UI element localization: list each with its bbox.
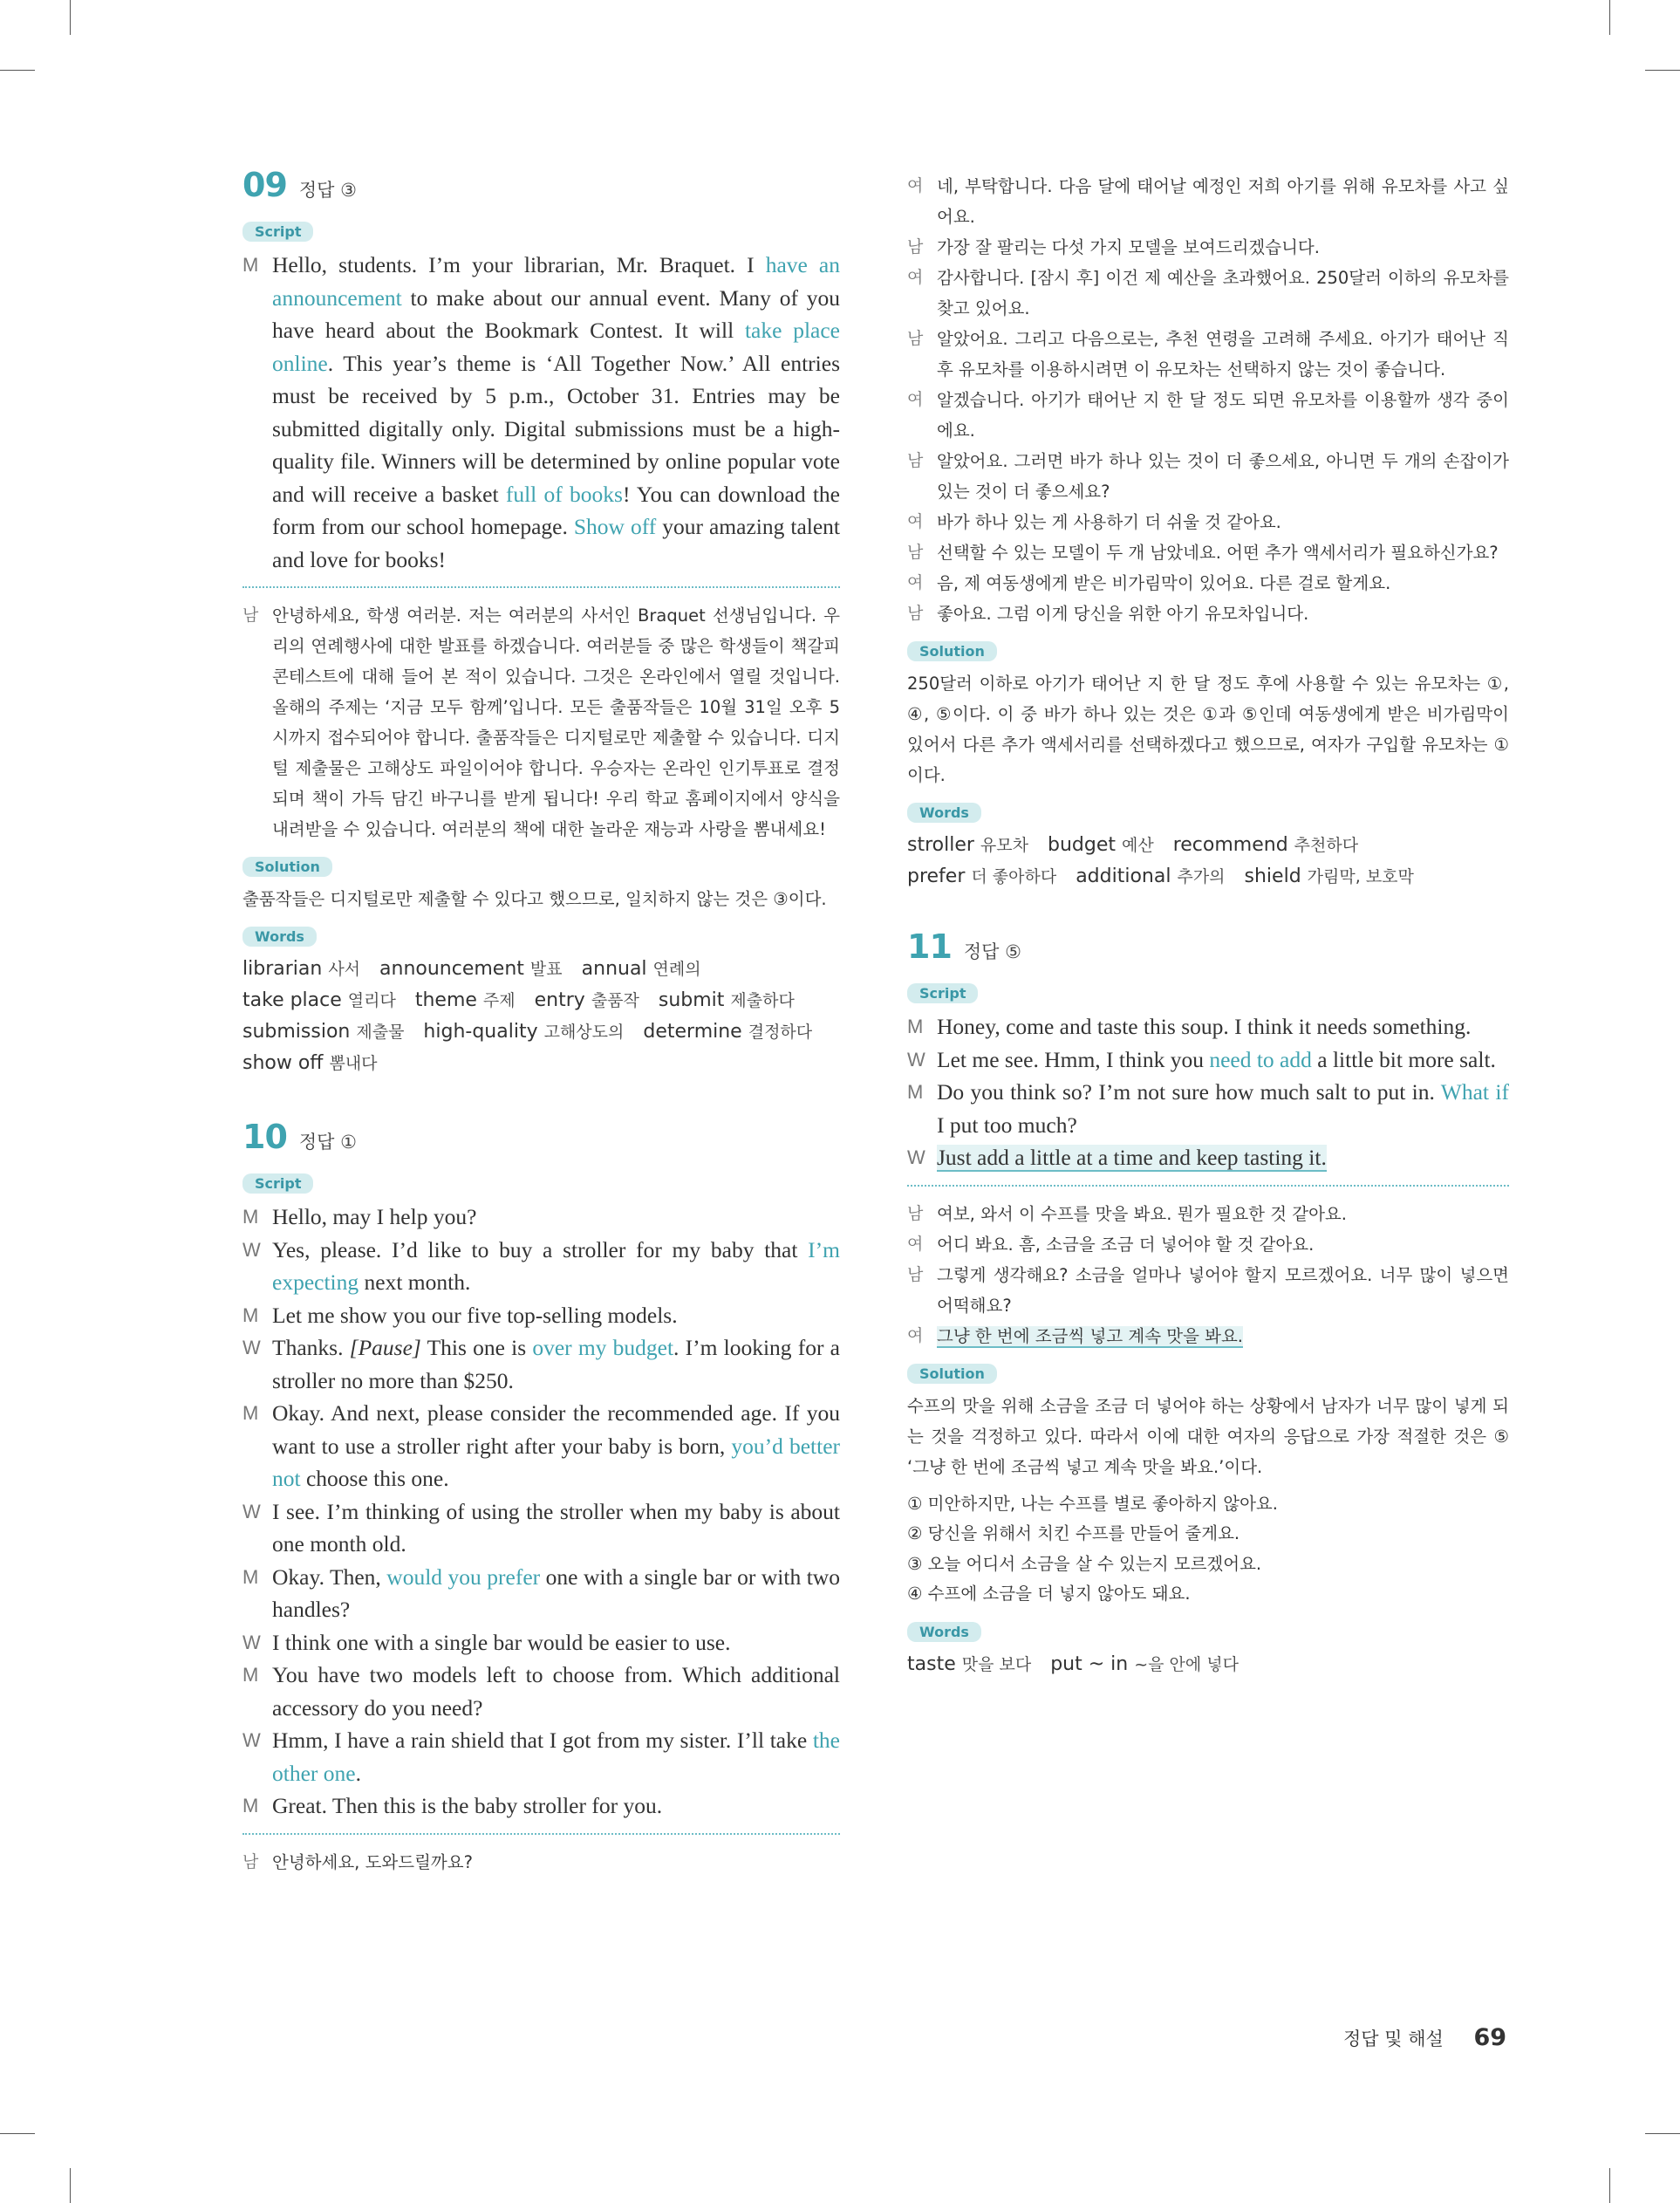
word-english: submission [242, 1021, 351, 1043]
dialogue-line [907, 446, 1509, 507]
dialogue-line [242, 249, 840, 576]
crop-mark [0, 2133, 35, 2134]
q10-solution: 250달러 이하로 아기가 태어난 지 한 달 정도 후에 사용할 수 있는 유모차는 ①, ④, ⑤이다. 이 중 바가 하나 있는 것은 ①과 ⑤인데 여동생에게 받은 비가림막이 있어서 다른 추가 액세서리를 선택하겠다고 했으므로, 여자가 구입할 유모차는 ①이다. [907, 674, 1509, 785]
word-english: put ~ in [1050, 1652, 1129, 1675]
speaker-label: M [907, 1016, 924, 1037]
word-english: show off [242, 1052, 324, 1074]
q09-words [242, 954, 840, 1079]
speaker-label: 남 [907, 1265, 924, 1284]
dialogue-text: Let me see. Hmm, I think you need to add a little bit more salt. [937, 1046, 1496, 1072]
word-english: additional [1076, 865, 1171, 887]
word-korean: 결정하다 [748, 1023, 813, 1042]
word-korean: 더 좋아하다 [971, 867, 1057, 886]
answer-label: 정답 ⑤ [963, 941, 1021, 962]
speaker-label: W [907, 1146, 925, 1168]
question-number: 10 [242, 1118, 287, 1156]
word-english: entry [534, 989, 585, 1011]
dotted-separator [242, 586, 840, 588]
dialogue-text: Yes, please. I’d like to buy a stroller for my baby that I’m expecting next month. [272, 1236, 840, 1295]
answer-option: ④ 수프에 소금을 더 넣지 않아도 돼요. [907, 1584, 1191, 1604]
dialogue-text: 안녕하세요, 도와드릴까요? [272, 1851, 473, 1872]
word-english: annual [581, 958, 647, 980]
dialogue-text: 선택할 수 있는 모델이 두 개 남았네요. 어떤 추가 액세서리가 필요하신가요? [937, 543, 1499, 563]
word-english: submit [658, 989, 725, 1011]
answer-option: ① 미안하지만, 나는 수프를 별로 좋아하지 않아요. [907, 1493, 1278, 1514]
word-english: budget [1047, 834, 1116, 856]
solution-badge: Solution [907, 1364, 997, 1384]
dialogue-text: 어디 봐요. 흠, 소금을 조금 더 넣어야 할 것 같아요. [937, 1234, 1315, 1255]
word-english: theme [414, 989, 477, 1011]
question-10-header [242, 1118, 840, 1156]
dialogue-text: Thanks. [Pause] This one is over my budget. I’m looking for a stroller no more than $250. [272, 1335, 840, 1393]
speaker-label: W [242, 1337, 261, 1358]
q09-translation [242, 600, 840, 845]
speaker-label: 여 [907, 574, 924, 592]
dialogue-text: 좋아요. 그럼 이게 당신을 위한 아기 유모차입니다. [937, 604, 1309, 624]
dialogue-line [907, 232, 1509, 263]
word-korean: 고해상도의 [543, 1023, 625, 1042]
dialogue-text: Let me show you our five top-selling models. [272, 1302, 678, 1328]
dialogue-text: 알았어요. 그리고 다음으로는, 추천 연령을 고려해 주세요. 아기가 태어난 직후 유모차를 이용하시려면 이 유모차는 선택하지 않는 것이 좋습니다. [937, 329, 1509, 380]
speaker-label: M [242, 1402, 259, 1424]
word-korean: 열리다 [347, 991, 396, 1010]
script-badge: Script [907, 983, 978, 1003]
dialogue-text: I think one with a single bar would be easier to use. [272, 1629, 731, 1655]
dialogue-text: 그렇게 생각해요? 소금을 얼마나 넣어야 할지 모르겠어요. 너무 많이 넣으면 어떡해요? [937, 1264, 1509, 1316]
dialogue-text: 감사합니다. [잠시 후] 이건 제 예산을 초과했어요. 250달러 이하의 유모차를 찾고 있어요. [937, 268, 1509, 318]
dialogue-line [242, 1626, 840, 1659]
words-line [242, 1016, 840, 1048]
word-english: prefer [907, 865, 966, 887]
dialogue-text: 그냥 한 번에 조금씩 넣고 계속 맛을 봐요. [937, 1325, 1243, 1346]
speaker-label: 남 [907, 605, 924, 623]
q11-options [907, 1489, 1509, 1610]
speaker-label: M [242, 254, 259, 276]
q11-translation [907, 1199, 1509, 1351]
words-badge: Words [907, 803, 981, 823]
speaker-label: 여 [907, 269, 924, 287]
dialogue-text: 바가 하나 있는 게 사용하기 더 쉬울 것 같아요. [937, 512, 1281, 532]
speaker-label: M [242, 1206, 259, 1228]
right-column [907, 171, 1509, 1680]
dialogue-line [907, 324, 1509, 385]
question-number: 11 [907, 927, 952, 966]
speaker-label: 남 [907, 330, 924, 348]
speaker-label: 여 [907, 391, 924, 409]
answer-option: ② 당신을 위해서 치킨 수프를 만들어 줄게요. [907, 1523, 1240, 1543]
dialogue-line [907, 1043, 1509, 1077]
answer-label: 정답 ① [298, 1132, 357, 1153]
dialogue-line [242, 600, 840, 845]
dialogue-text: Honey, come and taste this soup. I think it needs something. [937, 1014, 1472, 1039]
crop-mark [70, 2168, 71, 2203]
word-korean: 주제 [482, 991, 516, 1010]
page-footer [1343, 2024, 1506, 2051]
question-number: 09 [242, 166, 287, 204]
dialogue-line [242, 1724, 840, 1789]
q10-translation-left [242, 1847, 840, 1878]
dialogue-line [907, 1321, 1509, 1351]
crop-mark [1645, 70, 1680, 71]
dotted-separator [907, 1185, 1509, 1187]
dialogue-text: 가장 잘 팔리는 다섯 가지 모델을 보여드리겠습니다. [937, 237, 1320, 257]
speaker-label: M [242, 1565, 259, 1588]
speaker-label: 여 [907, 1326, 924, 1345]
speaker-label: W [907, 1048, 925, 1071]
word-english: stroller [907, 834, 974, 856]
word-english: determine [643, 1021, 742, 1043]
speaker-label: 남 [907, 238, 924, 257]
dialogue-line [907, 1076, 1509, 1141]
q11-solution: 수프의 맛을 위해 소금을 조금 더 넣어야 하는 상황에서 남자가 너무 많이 넣게 되는 것을 걱정하고 있다. 따라서 이에 대한 여자의 응답으로 가장 적절한 것은 ⑤ ‘그냥 한 번에 조금씩 넣고 계속 맛을 봐요.’이다. [907, 1395, 1509, 1477]
word-korean: 맛을 보다 [961, 1654, 1032, 1674]
word-korean: 유모차 [980, 836, 1028, 855]
speaker-label: M [242, 1795, 259, 1816]
script-badge: Script [242, 1173, 313, 1194]
dialogue-line [242, 1847, 840, 1878]
dialogue-line [907, 568, 1509, 599]
dotted-separator [242, 1833, 840, 1835]
word-english: taste [907, 1652, 956, 1675]
words-badge: Words [242, 927, 317, 947]
words-line [242, 1048, 840, 1079]
q09-script [242, 249, 840, 576]
dialogue-text: Hmm, I have a rain shield that I got from my sister. I’ll take the other one. [272, 1728, 840, 1786]
word-korean: 추천하다 [1294, 836, 1359, 855]
dialogue-line [242, 1234, 840, 1299]
word-korean: 제출하다 [730, 991, 795, 1010]
dialogue-line [242, 1659, 840, 1724]
crop-mark [1609, 2168, 1610, 2203]
speaker-label: 남 [242, 606, 259, 625]
word-korean: ~을 안에 넣다 [1134, 1654, 1239, 1674]
q09-solution: 출품작들은 디지털로만 제출할 수 있다고 했으므로, 일치하지 않는 것은 ③이다. [242, 889, 827, 909]
speaker-label: 여 [907, 1235, 924, 1254]
speaker-label: W [242, 1729, 261, 1751]
solution-badge: Solution [242, 857, 332, 877]
page-number: 69 [1473, 2024, 1507, 2051]
dialogue-line [242, 1201, 840, 1234]
speaker-label: 남 [907, 1204, 924, 1223]
q10-script [242, 1201, 840, 1823]
question-09-header [242, 166, 840, 204]
dialogue-line [242, 1495, 840, 1561]
speaker-label: 남 [242, 1852, 259, 1871]
dialogue-line [907, 385, 1509, 446]
word-english: recommend [1172, 834, 1288, 856]
dialogue-line [242, 1789, 840, 1823]
word-korean: 가림막, 보호막 [1307, 867, 1414, 886]
dialogue-line [907, 599, 1509, 629]
speaker-label: W [242, 1238, 261, 1261]
q10-words [907, 830, 1509, 893]
words-line [242, 985, 840, 1016]
dialogue-line [907, 537, 1509, 568]
dialogue-text: Just add a little at a time and keep tasting it. [937, 1145, 1327, 1170]
crop-mark [70, 0, 71, 35]
answer-label: 정답 ③ [298, 180, 357, 201]
words-line [907, 861, 1509, 893]
word-korean: 제출물 [356, 1023, 405, 1042]
word-english: high-quality [423, 1021, 538, 1043]
speaker-label: W [242, 1500, 261, 1522]
q11-script [907, 1010, 1509, 1174]
word-english: librarian [242, 958, 323, 980]
crop-mark [0, 70, 35, 71]
words-line [242, 954, 840, 985]
dialogue-line [242, 1299, 840, 1332]
words-badge: Words [907, 1622, 981, 1642]
word-korean: 사서 [328, 960, 361, 979]
dialogue-line [907, 1260, 1509, 1321]
dialogue-text: 안녕하세요, 학생 여러분. 저는 여러분의 사서인 Braquet 선생님입니다. 우리의 연례행사에 대한 발표를 하겠습니다. 여러분들 중 많은 학생들이 책갈피 콘테스트에 대해 들어 본 적이 있습니다. 그것은 온라인에서 열릴 것입니다. 올해의 주제는 ‘지금 모두 함께’입니다. 모든 출품작들은 10월 31일 오후 5시까지 접수되어야 합니다. 출품작들은 디지털로만 제출할 수 있습니다. 디지털 제출물은 고해상도 파일이어야 합니다. 우승자는 온라인 인기투표로 결정되며 책이 가득 담긴 바구니를 받게 됩니다! 우리 학교 홈페이지에서 양식을 내려받을 수 있습니다. 여러분의 책에 대한 놀라운 재능과 사랑을 뽐내세요! [272, 605, 840, 839]
speaker-label: 남 [907, 452, 924, 470]
dialogue-line [907, 507, 1509, 537]
dialogue-line [907, 171, 1509, 232]
dialogue-text: 알겠습니다. 아기가 태어난 지 한 달 정도 되면 유모차를 이용할까 생각 중이에요. [937, 390, 1509, 441]
speaker-label: W [242, 1631, 261, 1653]
word-korean: 발표 [529, 960, 563, 979]
script-badge: Script [242, 222, 313, 242]
dialogue-text: 네, 부탁합니다. 다음 달에 태어날 예정인 저희 아기를 위해 유모차를 사고 싶어요. [937, 176, 1509, 227]
word-korean: 연례의 [652, 960, 701, 979]
speaker-label: M [907, 1081, 924, 1103]
speaker-label: M [242, 1303, 259, 1326]
word-korean: 예산 [1121, 836, 1154, 855]
crop-mark [1645, 2133, 1680, 2134]
dialogue-text: Hello, may I help you? [272, 1204, 477, 1229]
dialogue-text: Do you think so? I’m not sure how much salt to put in. What if I put too much? [937, 1079, 1509, 1138]
dialogue-line [907, 263, 1509, 324]
dialogue-text: You have two models left to choose from. Which additional accessory do you need? [272, 1662, 840, 1721]
word-korean: 추가의 [1177, 867, 1226, 886]
dialogue-line [242, 1561, 840, 1626]
dialogue-line [242, 1331, 840, 1397]
dialogue-line [907, 1010, 1509, 1043]
question-11-header [907, 927, 1509, 966]
speaker-label: 여 [907, 177, 924, 195]
solution-badge: Solution [907, 641, 997, 661]
dialogue-line [242, 1397, 840, 1495]
dialogue-text: Okay. Then, would you prefer one with a single bar or with two handles? [272, 1563, 840, 1622]
crop-mark [1609, 0, 1610, 35]
word-english: shield [1244, 865, 1301, 887]
dialogue-text: 여보, 와서 이 수프를 맛을 봐요. 뭔가 필요한 것 같아요. [937, 1203, 1347, 1224]
dialogue-text: 음, 제 여동생에게 받은 비가림막이 있어요. 다른 걸로 할게요. [937, 573, 1391, 593]
dialogue-text: Hello, students. I’m your librarian, Mr. Braquet. I have an announcement to make about our annual event. Many of you have heard about the Bookmark Contest. It will take place online. This year’s theme is ‘All Together Now.’ All entries must be received by 5 p.m., October 31. Entries may be submitted digitally only. Digital submissions must be a high-quality file. Winners will be determined by online popular vote and will receive a basket full of books! You can download the form from our school homepage. Show off your amazing talent and love for books! [272, 252, 841, 572]
word-english: take place [242, 989, 342, 1011]
speaker-label: 여 [907, 513, 924, 531]
dialogue-line [907, 1229, 1509, 1260]
dialogue-text: 알았어요. 그러면 바가 하나 있는 것이 더 좋으세요, 아니면 두 개의 손잡이가 있는 것이 더 좋으세요? [937, 451, 1509, 502]
q11-words [907, 1649, 1509, 1680]
left-column [242, 166, 840, 1878]
dialogue-text: Okay. And next, please consider the recommended age. If you want to use a stroller right after your baby is born, you’d better not choose this one. [272, 1400, 840, 1491]
dialogue-line [907, 1141, 1509, 1174]
words-line [907, 1649, 1509, 1680]
dialogue-text: Great. Then this is the baby stroller for you. [272, 1793, 663, 1818]
word-english: announcement [379, 958, 524, 980]
word-korean: 출품작 [591, 991, 639, 1010]
footer-section: 정답 및 해설 [1343, 2029, 1444, 2049]
q10-translation-right [907, 171, 1509, 629]
speaker-label: M [242, 1664, 259, 1686]
speaker-label: 남 [907, 544, 924, 562]
words-line [907, 830, 1509, 861]
answer-option: ③ 오늘 어디서 소금을 살 수 있는지 모르겠어요. [907, 1553, 1262, 1574]
dialogue-line [907, 1199, 1509, 1229]
word-korean: 뽐내다 [329, 1054, 378, 1073]
dialogue-text: I see. I’m thinking of using the stroller when my baby is about one month old. [272, 1498, 840, 1556]
